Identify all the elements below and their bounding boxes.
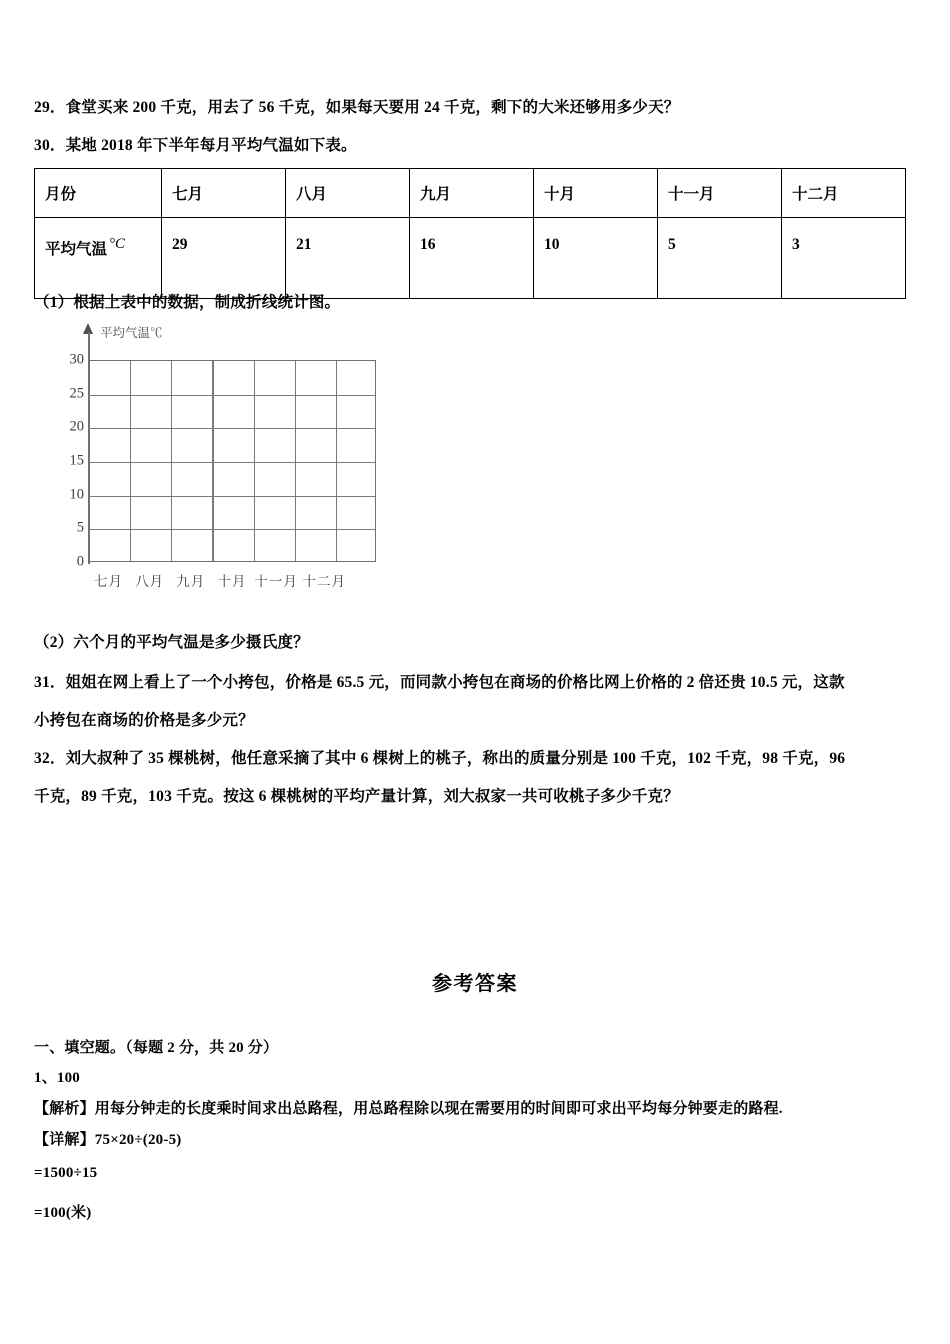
question-31-line-2: 小挎包在商场的价格是多少元？	[34, 712, 254, 729]
x-tick-month-5: 十二月	[302, 574, 347, 589]
grid-hline-25	[89, 395, 375, 396]
question-32-line-2: 千克，89 千克，103 千克。按这 6 棵桃树的平均产量计算，刘大叔家一共可收桃子多少千克？	[34, 788, 679, 805]
table-cell-temp-1: 21	[286, 218, 410, 299]
degree-celsius-unit: °C	[109, 236, 126, 252]
question-29: 29．食堂买来 200 千克，用去了 56 千克，如果每天要用 24 千克，剩下的大米还够用多少天？	[34, 99, 680, 116]
table-header-month-3: 十月	[534, 169, 658, 218]
table-cell-temp-3: 10	[534, 218, 658, 299]
month-temperature-table	[34, 168, 906, 299]
chart-grid	[88, 360, 376, 562]
grid-vline-2	[171, 361, 172, 561]
x-tick-month-3: 十月	[217, 574, 247, 589]
row-label-text: 平均气温	[45, 241, 108, 259]
answer-section-heading: 一、填空题。（每题 2 分，共 20 分）	[34, 1040, 279, 1056]
grid-hline-5	[89, 529, 375, 530]
grid-vline-3	[212, 361, 213, 561]
table-data-row	[35, 218, 906, 299]
y-axis-tick-labels	[40, 351, 84, 570]
grid-vline-6	[336, 361, 337, 561]
grid-hline-15	[89, 462, 375, 463]
question-32-line-1: 32．刘大叔种了 35 棵桃树，他任意采摘了其中 6 棵树上的桃子，称出的质量分别是 100 千克，102 千克，98 千克，96	[34, 750, 846, 767]
answer-analysis: 【解析】用每分钟走的长度乘时间求出总路程，用总路程除以现在需要用的时间即可求出平均每分钟要走的路程.	[34, 1101, 783, 1117]
answer-item-1: 1、100	[34, 1070, 81, 1086]
answer-step-1: =1500÷15	[34, 1165, 98, 1181]
y-tick-5: 5	[76, 519, 84, 536]
chart-axis-title: 平均气温℃	[100, 326, 163, 340]
table-row-label-avg-temp	[35, 218, 162, 299]
answer-key-title: 参考答案	[432, 973, 518, 995]
grid-hline-10	[89, 496, 375, 497]
grid-hline-20	[89, 428, 375, 429]
table-header-month-5: 十二月	[782, 169, 906, 218]
table-header-month-4: 十一月	[658, 169, 782, 218]
y-tick-10: 10	[69, 486, 84, 503]
grid-vline-1	[130, 361, 131, 561]
y-tick-25: 25	[69, 385, 84, 402]
y-tick-15: 15	[69, 452, 84, 469]
sub-question-2: （2）六个月的平均气温是多少摄氏度？	[34, 634, 309, 651]
x-tick-month-4: 十一月	[254, 574, 298, 589]
x-tick-month-1: 八月	[135, 574, 165, 589]
table-cell-temp-2: 16	[410, 218, 534, 299]
y-tick-0: 0	[76, 553, 84, 570]
table-header-month-label: 月份	[35, 169, 162, 218]
table-header-row	[35, 169, 906, 218]
table-header-month-2: 九月	[410, 169, 534, 218]
question-31-line-1: 31．姐姐在网上看上了一个小挎包，价格是 65.5 元，而同款小挎包在商场的价格比网上价格的 2 倍还贵 10.5 元，这款	[34, 674, 845, 691]
blank-line-chart	[40, 320, 440, 605]
grid-vline-4	[254, 361, 255, 561]
table-header-month-1: 八月	[286, 169, 410, 218]
table-header-month-0: 七月	[162, 169, 286, 218]
table-cell-temp-5: 3	[782, 218, 906, 299]
table-cell-temp-4: 5	[658, 218, 782, 299]
sub-question-1: （1）根据上表中的数据，制成折线统计图。	[34, 294, 341, 311]
x-tick-month-0: 七月	[94, 574, 123, 589]
answer-step-2: =100(米)	[34, 1205, 92, 1221]
x-tick-month-2: 九月	[176, 574, 206, 589]
grid-vline-5	[295, 361, 296, 561]
y-tick-30: 30	[69, 351, 84, 368]
table-cell-temp-0: 29	[162, 218, 286, 299]
answer-detail: 【详解】75×20÷(20-5)	[34, 1132, 182, 1148]
question-30: 30．某地 2018 年下半年每月平均气温如下表。	[34, 137, 357, 154]
y-tick-20: 20	[69, 418, 84, 435]
